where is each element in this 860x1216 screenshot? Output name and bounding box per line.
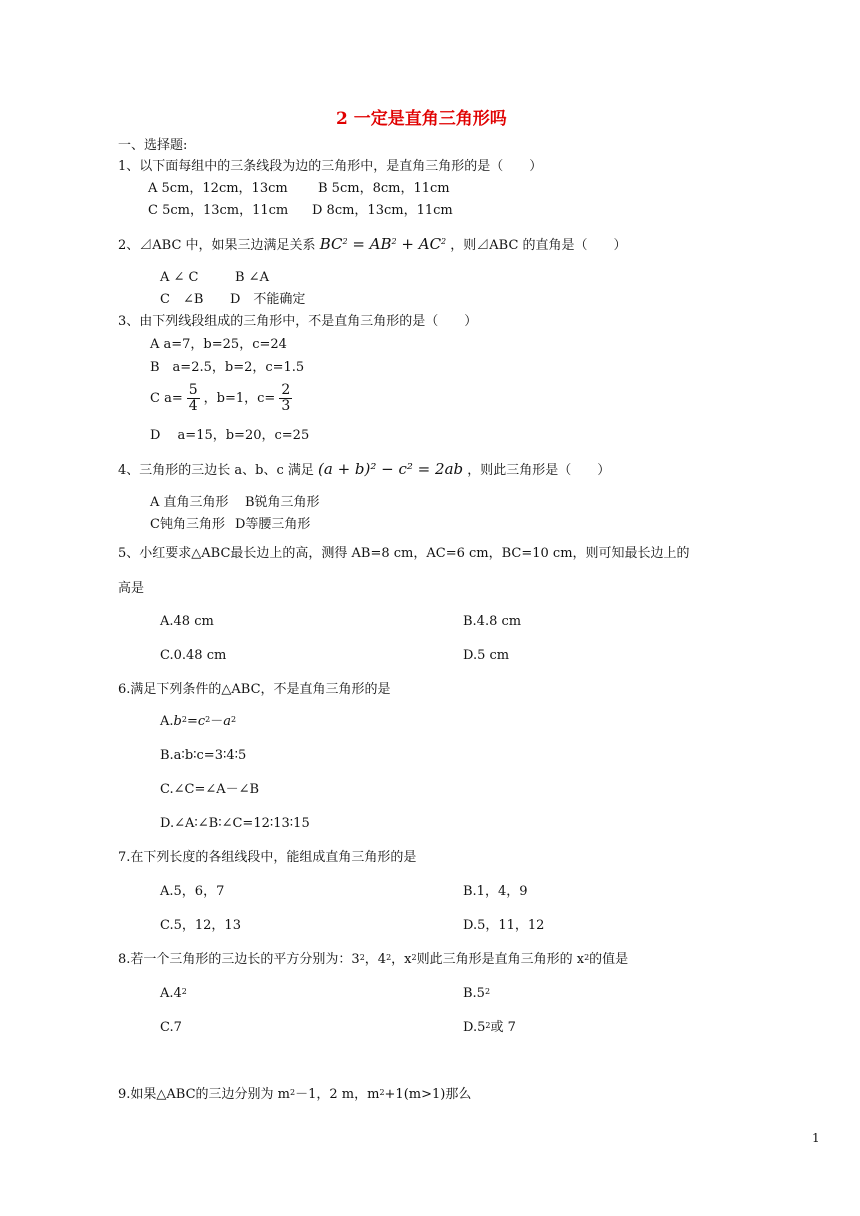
question-5-option-b: B.4.8 cm — [463, 614, 522, 629]
question-4-option-c: C钝角三角形 — [150, 517, 225, 532]
question-4-post: ，则此三角形是（ ） — [467, 463, 611, 478]
question-5-option-a: A.48 cm — [160, 614, 214, 629]
question-7-option-a: A.5，6，7 — [160, 884, 225, 899]
question-9-stem: 9.如果△ABC的三边分别为 $m^2-1$，2 m，$m^2+1(m>1)$那么 — [118, 1087, 472, 1102]
question-4-pre: 4、三角形的三边长 a、b、c 满足 — [118, 463, 314, 478]
question-7-option-b: B.1，4，9 — [463, 884, 528, 899]
question-6-stem: 6.满足下列条件的△ABC，不是直角三角形的是 — [118, 682, 391, 697]
question-4-option-b: B锐角三角形 — [245, 495, 320, 510]
section-heading: 一、选择题: — [118, 138, 188, 153]
question-8-option-d: $D.5^2$或 7 — [463, 1020, 516, 1035]
question-2-option-b: B ∠A — [235, 270, 269, 285]
question-7-option-d: D.5，11，12 — [463, 918, 545, 933]
question-1-option-d: D 8cm，13cm，11cm — [312, 203, 453, 218]
question-6-option-c: C.∠C=∠A－∠B — [160, 782, 260, 797]
question-5-stem-line-2: 高是 — [118, 581, 145, 596]
question-3-option-b: B a=2.5，b=2，c=1.5 — [150, 360, 305, 375]
question-2-option-a: A ∠ C — [160, 270, 199, 285]
question-1-stem: 1、以下面每组中的三条线段为边的三角形中，是直角三角形的是（ ） — [118, 159, 543, 174]
question-8-option-a: $A.4^2$ — [160, 986, 187, 1001]
question-2-stem — [118, 236, 627, 254]
question-2-post: ，则⊿ABC 的直角是（ ） — [450, 238, 627, 253]
question-5-stem-line-1: 5、小红要求△ABC最长边上的高，测得 AB=8 cm，AC=6 cm，BC=10 cm，则可知最长边上的 — [118, 546, 690, 561]
question-2-option-d: D 不能确定 — [230, 292, 306, 307]
question-6-option-d: D.∠A∶∠B∶∠C=12∶13∶15 — [160, 816, 310, 831]
question-4-option-a: A 直角三角形 — [150, 495, 229, 510]
question-6-option-a: $A.b^2=c^2-a^2$ — [160, 714, 237, 729]
question-2-equation: $BC^2 = AB^2 + AC^2$ — [319, 235, 447, 253]
question-5-option-c: C.0.48 cm — [160, 648, 227, 663]
question-8-option-c: C.7 — [160, 1020, 182, 1035]
question-8-option-b: $B.5^2$ — [463, 986, 491, 1001]
page-title: 2 一定是直角三角形吗 — [336, 109, 507, 129]
question-6-option-b: B.a∶b∶c=3∶4∶5 — [160, 748, 247, 763]
question-7-stem: 7.在下列长度的各组线段中，能组成直角三角形的是 — [118, 850, 417, 865]
question-5-option-d: D.5 cm — [463, 648, 510, 663]
question-3-option-a: A a=7，b=25，c=24 — [150, 337, 287, 352]
question-1-option-c: C 5cm，13cm，11cm — [148, 203, 289, 218]
question-4-stem — [118, 461, 610, 479]
question-4-option-d: D等腰三角形 — [235, 517, 311, 532]
question-3-option-d: D a=15，b=20，c=25 — [150, 428, 310, 443]
question-7-option-c: C.5，12，13 — [160, 918, 241, 933]
question-2-option-c: C ∠B — [160, 292, 204, 307]
question-2-pre: 2、⊿ABC 中，如果三边满足关系 — [118, 238, 316, 253]
question-3-option-c: C a= $\frac{5}{4}$ ，b=1，c= $\frac{2}{3}$ — [150, 382, 291, 414]
question-1-option-a: A 5cm，12cm，13cm — [148, 181, 288, 196]
fraction-five-quarters: $\frac{5}{4}$ — [188, 382, 198, 414]
fraction-two-thirds: $\frac{2}{3}$ — [281, 382, 291, 414]
question-1-option-b: B 5cm，8cm，11cm — [318, 181, 450, 196]
page-number: 1 — [812, 1131, 820, 1145]
question-3-stem: 3、由下列线段组成的三角形中，不是直角三角形的是（ ） — [118, 314, 478, 329]
question-4-expression: (a + b)² − c² = 2ab — [318, 460, 464, 478]
question-8-stem: 8.若一个三角形的三边长的平方分别为：$3^2$，$4^2$，$x^2$则此三角形是直角三角形的 $x^2$的值是 — [118, 952, 629, 967]
